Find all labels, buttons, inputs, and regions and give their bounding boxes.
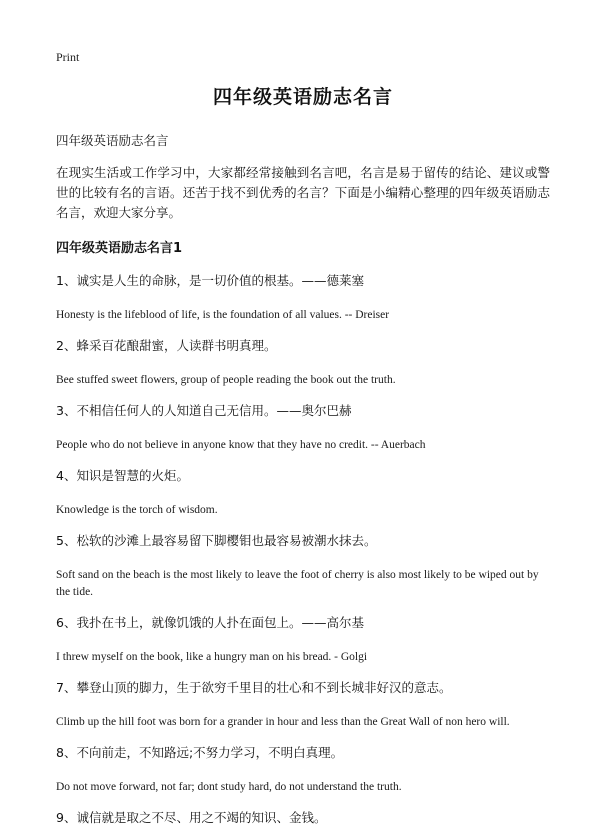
page-title: 四年级英语励志名言 [212,86,393,108]
quote-chinese: 9、诚信就是取之不尽、用之不竭的知识、金钱。 [56,810,327,825]
section-heading: 四年级英语励志名言1 [56,241,183,256]
list-item [56,809,550,827]
quote-chinese: 1、诚实是人生的命脉，是一切价值的根基。——德莱塞 [56,273,364,288]
quote-english: People who do not believe in anyone know that they have no credit. -- Auerbach [56,439,426,451]
list-item [56,467,550,519]
list-item [56,272,550,324]
quote-chinese: 4、知识是智慧的火炬。 [56,468,189,483]
list-item [56,679,550,731]
list-item [56,337,550,389]
print-link[interactable]: Print [56,50,80,64]
quote-english: Climb up the hill foot was born for a grander in hour and less than the Great Wall of non hero will. [56,716,510,728]
quote-chinese: 2、蜂采百花酿甜蜜，人读群书明真理。 [56,338,277,353]
quote-chinese: 7、攀登山顶的脚力，生于欲穷千里目的壮心和不到长城非好汉的意志。 [56,680,452,695]
quote-chinese: 5、松软的沙滩上最容易留下脚樱钼也最容易被潮水抹去。 [56,533,377,548]
quote-chinese: 3、不相信任何人的人知道自己无信用。——奥尔巴赫 [56,403,352,418]
quote-english: Do not move forward, not far; dont study hard, do not understand the truth. [56,781,402,793]
quote-list [56,272,550,827]
quote-chinese: 6、我扑在书上，就像饥饿的人扑在面包上。——高尔基 [56,615,364,630]
document-subtitle: 四年级英语励志名言 [56,133,169,148]
quote-english: Honesty is the lifeblood of life, is the foundation of all values. -- Dreiser [56,309,390,321]
list-item [56,614,550,666]
quote-english: I threw myself on the book, like a hungry man on his bread. - Golgi [56,651,368,663]
list-item [56,532,550,601]
quote-english: Soft sand on the beach is the most likely to leave the foot of cherry is also most likely to be wiped out by the tide. [56,569,539,598]
list-item [56,744,550,796]
quote-english: Knowledge is the torch of wisdom. [56,504,218,516]
intro-paragraph: 在现实生活或工作学习中，大家都经常接触到名言吧，名言是易于留传的结论、建议或警世的比较有名的言语。还苦于找不到优秀的名言？下面是小编精心整理的四年级英语励志名言，欢迎大家分享。 [56,165,550,220]
list-item [56,402,550,454]
quote-chinese: 8、不向前走，不知路远;不努力学习，不明白真理。 [56,745,344,760]
quote-english: Bee stuffed sweet flowers, group of people reading the book out the truth. [56,374,396,386]
